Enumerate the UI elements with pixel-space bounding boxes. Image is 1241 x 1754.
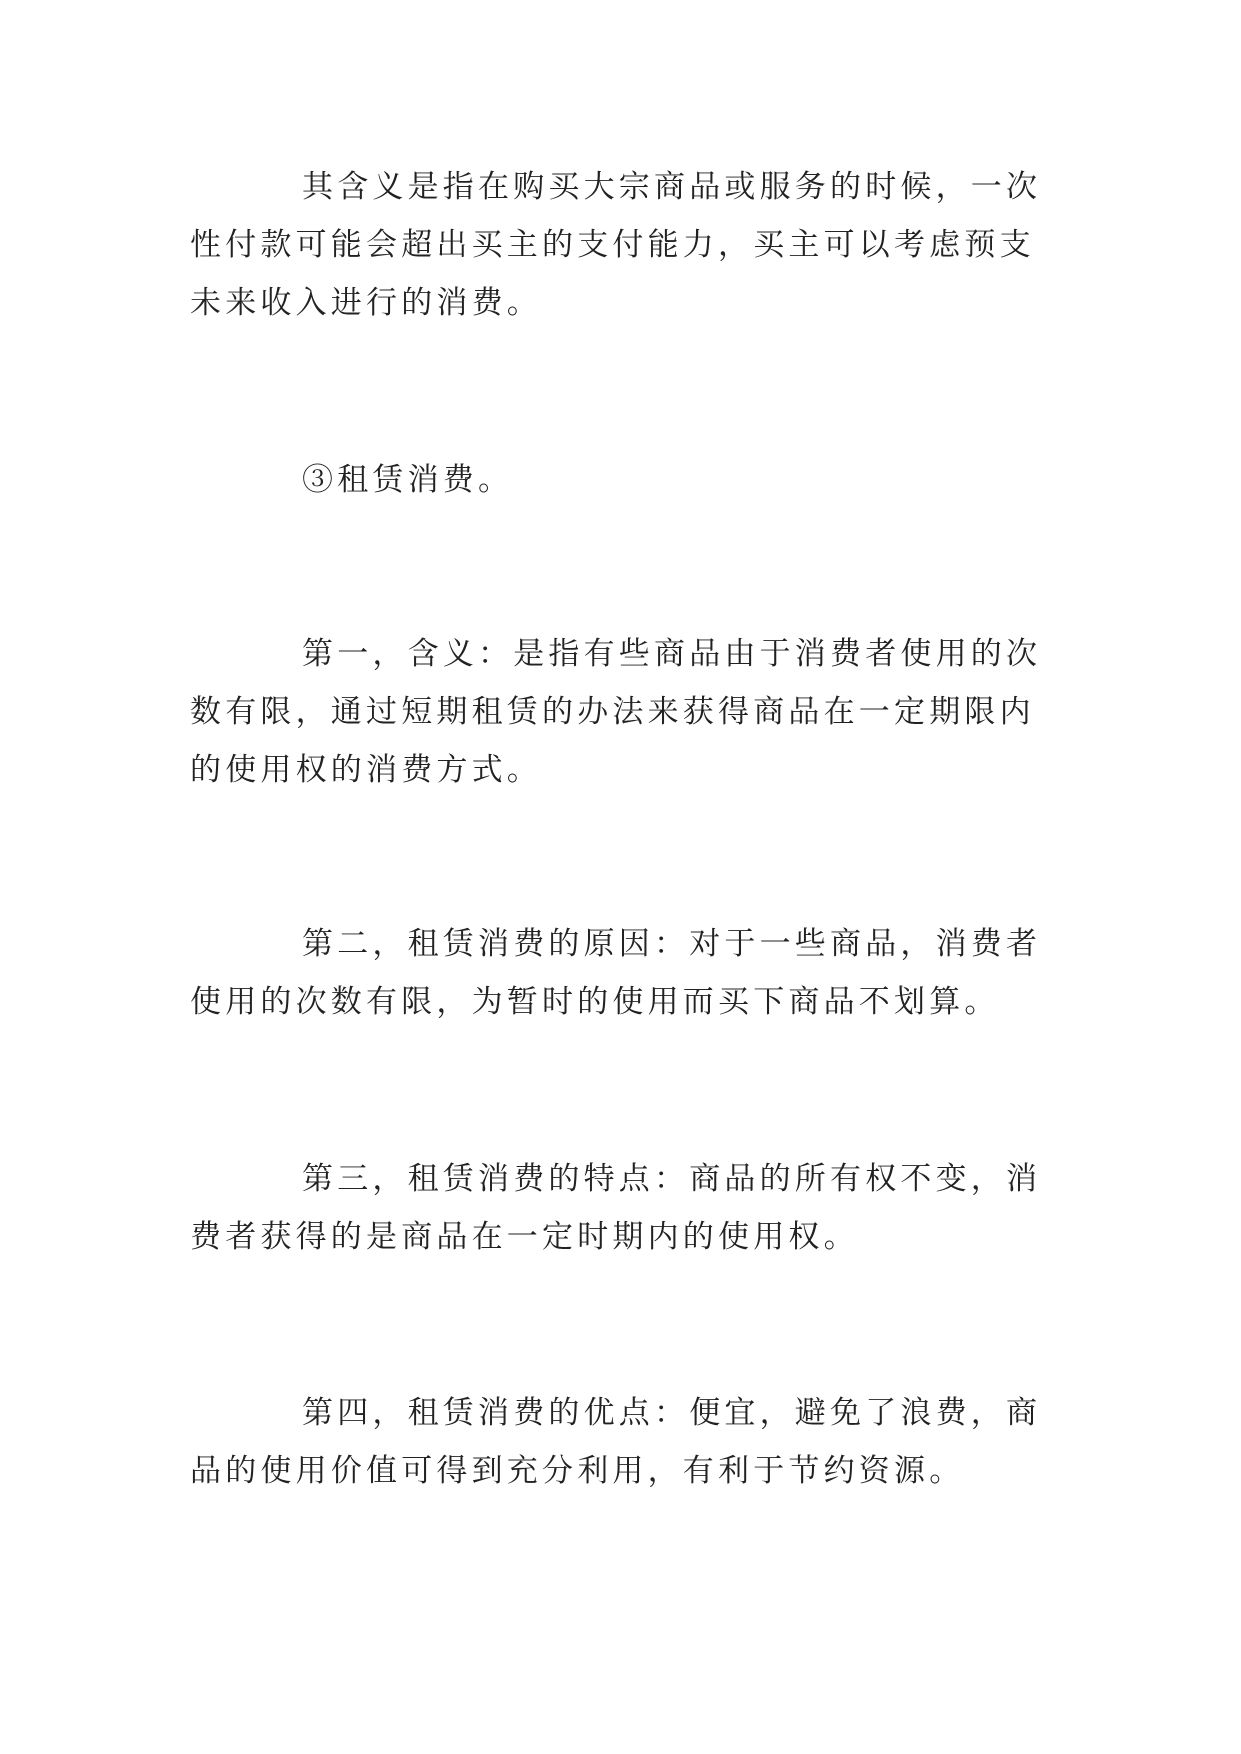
paragraph-leasing-meaning: 第一，含义：是指有些商品由于消费者使用的次数有限，通过短期租赁的办法来获得商品在一定期限内的使用权的消费方式。 [190, 636, 1042, 788]
paragraph-leasing-features: 第三，租赁消费的特点：商品的所有权不变，消费者获得的是商品在一定时期内的使用权。 [190, 1161, 1042, 1255]
heading-leasing-consumption: ③租赁消费。 [302, 462, 514, 498]
paragraph-installment-meaning: 其含义是指在购买大宗商品或服务的时候，一次性付款可能会超出买主的支付能力，买主可以考虑预支未来收入进行的消费。 [190, 169, 1042, 321]
paragraph-leasing-advantages: 第四，租赁消费的优点：便宜，避免了浪费，商品的使用价值可得到充分利用，有利于节约资源。 [190, 1395, 1042, 1489]
paragraph-leasing-reason: 第二，租赁消费的原因：对于一些商品，消费者使用的次数有限，为暂时的使用而买下商品不划算。 [190, 926, 1042, 1020]
